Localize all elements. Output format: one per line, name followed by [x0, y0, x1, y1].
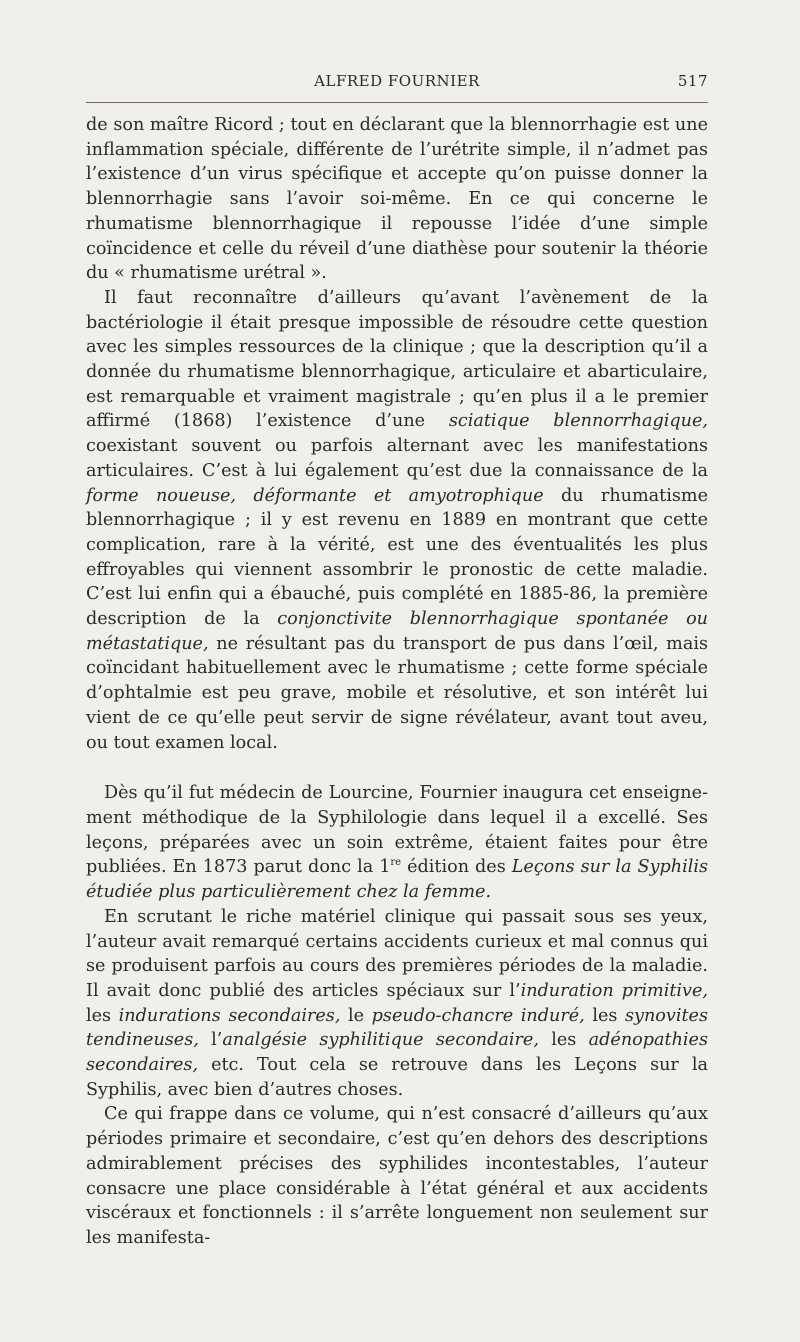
header-rule: [86, 102, 708, 103]
text-run: ne résultant pas du transport de pus dans l’œil, mais coïncidant habituellement avec le rhumatisme ; cette forme spéciale d’ophtalmie est peu grave, mobile et résolutive, et son intérêt lui vient de ce qu’elle peut servir de signe révélateur, avant tout aveu, ou tout examen local.: [86, 633, 708, 753]
paragraph-bacteriologie: [86, 286, 708, 755]
paragraph-ricord-continuation: [86, 113, 708, 286]
italic-phrase: analgésie syphilitique secondaire,: [222, 1030, 539, 1051]
text-run: les: [86, 1005, 119, 1026]
italic-phrase: indurations secondaires,: [118, 1005, 341, 1026]
superscript: re: [390, 857, 402, 869]
italic-phrase: forme noueuse, déformante et amyotrophique: [86, 485, 544, 506]
text-run: coexistant souvent ou parfois alternant avec les manifestations articulaires. C’est à lui également qu’est due la connaissance de la: [86, 436, 708, 481]
italic-phrase: induration primitive,: [520, 980, 708, 1001]
text-run: les: [538, 1030, 589, 1051]
book-page: [86, 66, 708, 1251]
paragraph-materiel-clinique: [86, 905, 708, 1103]
text-run: le: [340, 1005, 372, 1026]
italic-phrase: sciatique blennorrhagique,: [448, 411, 708, 432]
running-header: [86, 66, 708, 96]
running-title: ALFRED FOURNIER: [314, 72, 480, 90]
paragraph-ce-qui-frappe: [86, 1102, 708, 1250]
paragraph-lourcine: [86, 781, 708, 905]
text-run: les: [584, 1005, 625, 1026]
text-run: du rhumatisme blennorrhagique ; il y est revenu en 1889 en montrant que cette complication, rare à la vérité, est une des éventualités les plus effroyables qui viennent assombrir le pronostic de cette maladie. C’est lui enfin qui a ébauché, puis complété en 1885-86, la première description de la: [86, 485, 708, 630]
text-run: En scrutant le riche matériel clinique qui passait sous ses yeux, l’auteur avait remarqué certains accidents curieux et mal connus qui se produisent parfois au cours des premières périodes de la maladie. Il avait donc publié des articles spéciaux sur l’: [86, 906, 708, 1001]
italic-phrase: Leçons sur la Syphilis étudiée plus particulièrement chez la femme.: [86, 857, 709, 903]
body-text: [86, 113, 708, 1251]
italic-phrase: synovites tendineuses,: [86, 1005, 708, 1051]
page-number: 517: [677, 72, 708, 90]
text-run: etc. Tout cela se retrouve dans les Leçons sur la Syphilis, avec bien d’autres choses.: [86, 1055, 708, 1100]
text-run: de son maître Ricord ; tout en déclarant que la blennorrhagie est une inflammation spéciale, différente de l’urétrite simple, il n’admet pas l’existence d’un virus spécifique et accepte qu’on puisse donner la blennorrhagie sans l’avoir soi-même. En ce qui concerne le rhumatisme blennorrhagique il repousse l’idée d’une simple coïncidence et celle du réveil d’une diathèse pour soutenir la théorie du « rhumatisme urétral ».: [86, 115, 708, 284]
text-run: Dès qu’il fut médecin de Lourcine, Fournier inaugura cet enseignement méthodique de la Syphilologie dans lequel il a excellé. Ses leçons, préparées avec un soin extrême, étaient faites pour être publiées. En 1873 parut donc la 1: [86, 783, 708, 878]
italic-phrase: adénopathies secondaires,: [86, 1030, 708, 1076]
italic-phrase: pseudo-chancre induré,: [371, 1005, 585, 1026]
text-run: l’: [198, 1030, 223, 1051]
italic-phrase: conjonctivite blennorrhagique spontanée ou métastatique,: [86, 609, 708, 654]
text-run: édition des: [401, 857, 512, 878]
text-run: Il faut reconnaître d’ailleurs qu’avant l’avènement de la bactériologie il était presque impossible de résoudre cette question avec les simples ressources de la clinique ; que la description qu’il a donnée du rhumatisme blennorrhagique, articulaire et abarticulaire, est remarquable et vraiment magistrale ; qu’en plus il a le premier affirmé (1868) l’existence d’une: [86, 287, 708, 432]
text-run: Ce qui frappe dans ce volume, qui n’est consacré d’ailleurs qu’aux périodes primaire et secondaire, c’est qu’en dehors des descriptions admirablement précises des syphilides incontestables, l’auteur consacre une place considérable à l’état général et aux accidents viscéraux et fonctionnels : il s’arrête longuement non seulement sur les manifesta-: [86, 1104, 708, 1248]
